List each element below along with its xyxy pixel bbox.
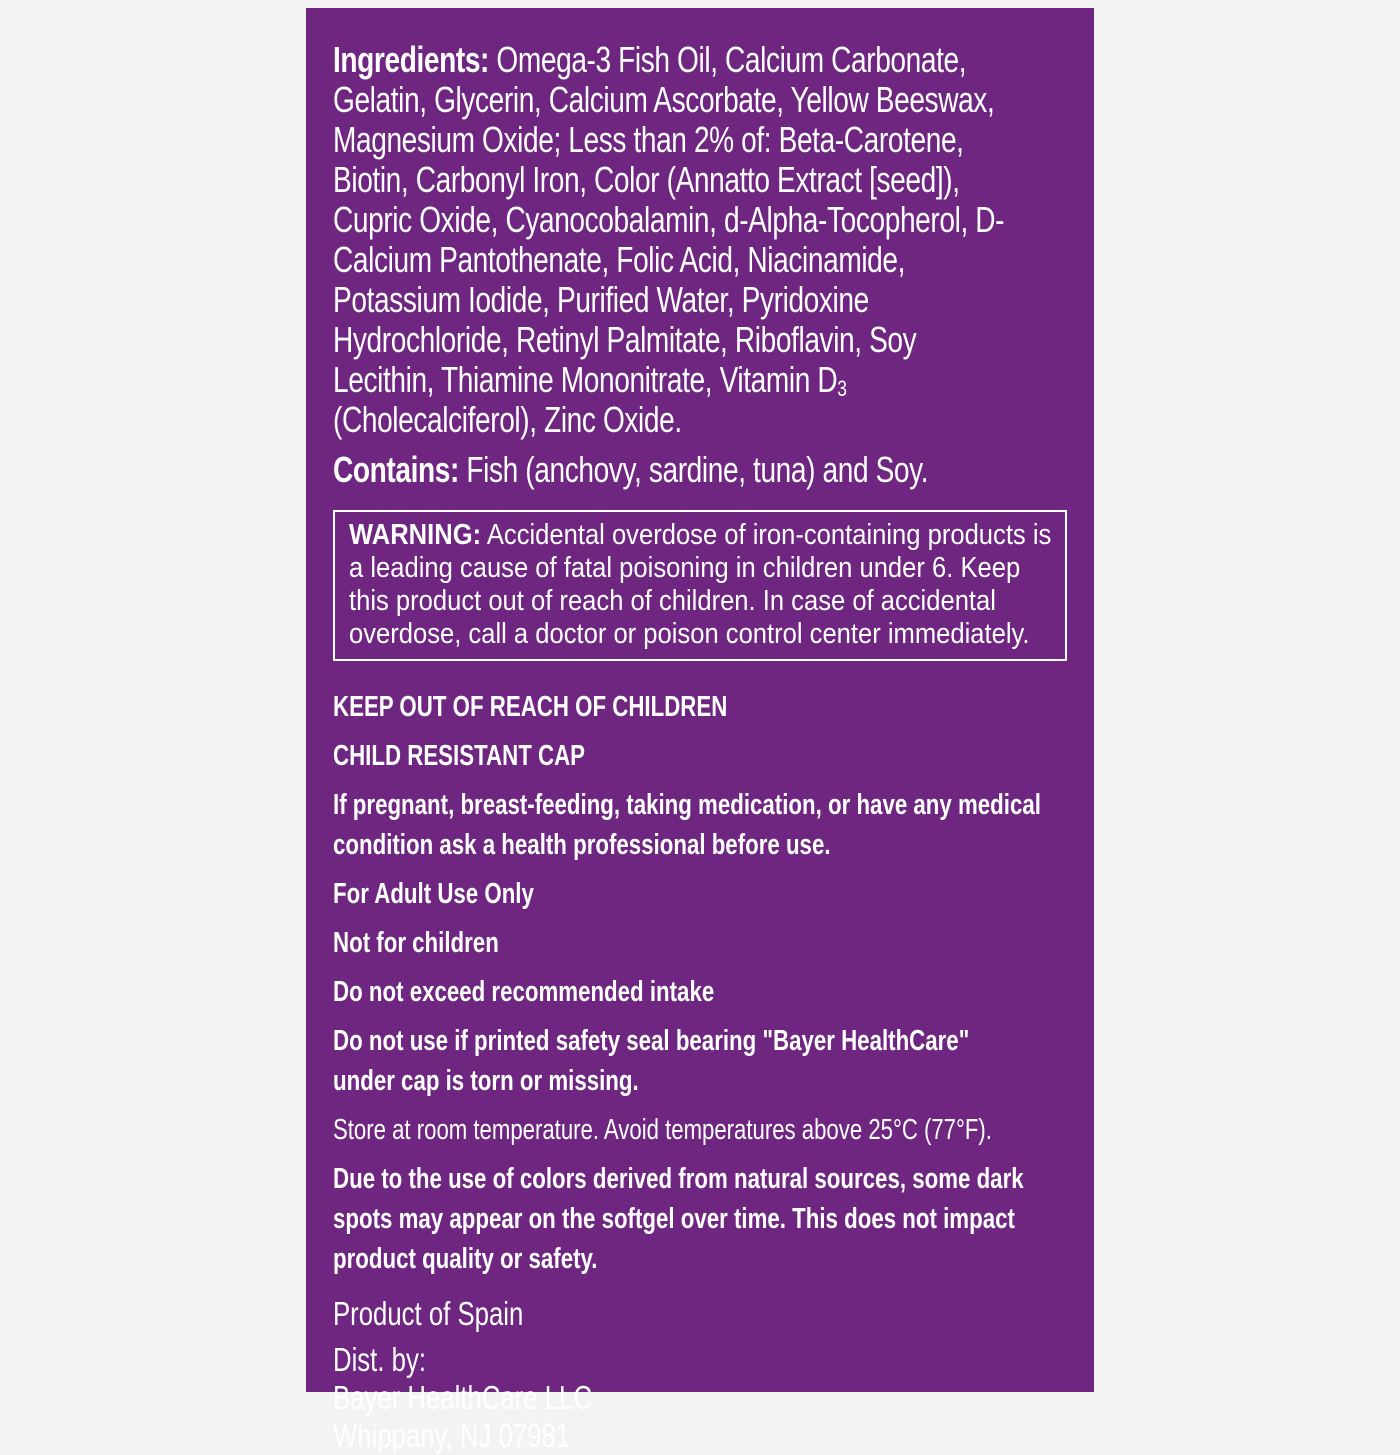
distributor-block bbox=[333, 1341, 801, 1455]
adult-use-statement: For Adult Use Only bbox=[333, 878, 534, 910]
safety-seal-statement: Do not use if printed safety seal bearing "Bayer HealthCare" under cap is torn or missing. bbox=[333, 1025, 970, 1097]
allergen-statement bbox=[333, 450, 1019, 490]
statements-list bbox=[333, 687, 1068, 1279]
child-resistant-cap-statement: CHILD RESISTANT CAP bbox=[333, 740, 586, 772]
country-of-origin: Product of Spain bbox=[333, 1295, 524, 1332]
storage-instructions: Store at room temperature. Avoid temperatures above 25°C (77°F). bbox=[333, 1114, 992, 1146]
ingredients-heading: Ingredients: bbox=[333, 39, 490, 80]
warning-paragraph bbox=[349, 519, 1055, 651]
intake-limit-statement: Do not exceed recommended intake bbox=[333, 976, 715, 1008]
warning-heading: WARNING: bbox=[349, 519, 482, 551]
keep-out-of-reach-statement: KEEP OUT OF REACH OF CHILDREN bbox=[333, 691, 728, 723]
not-for-children-statement: Not for children bbox=[333, 927, 499, 959]
ingredients-list: Omega-3 Fish Oil, Calcium Carbonate, Gelatin, Glycerin, Calcium Ascorbate, Yellow Beeswax, Magnesium Oxide; Less than 2% of: Beta-Carotene, Biotin, Carbonyl Iron, Color (Annatto Extract [seed]), Cupric Oxide, Cyanocobalamin, d-Alpha-Tocopherol, D-Calcium Pantothenate, Folic Acid, Niacinamide, Potassium Iodide, Purified Water, Pyridoxine Hydrochloride, Retinyl Palmitate, Riboflavin, Soy Lecithin, Thiamine Mononitrate, Vitamin D bbox=[333, 39, 1005, 400]
distributor-company: Bayer HealthCare LLC bbox=[333, 1379, 592, 1416]
ingredients-list-end: (Cholecalciferol), Zinc Oxide. bbox=[333, 399, 682, 440]
natural-colors-notice: Due to the use of colors derived from natural sources, some dark spots may appear on the softgel over time. This does not impact product quality or safety. bbox=[333, 1163, 1024, 1275]
vitamin-d-subscript: 3 bbox=[837, 376, 847, 402]
ingredients-paragraph bbox=[333, 40, 1019, 440]
contains-text: Fish (anchovy, sardine, tuna) and Soy. bbox=[458, 449, 929, 490]
product-label-panel bbox=[306, 8, 1094, 1454]
distributor-label: Dist. by: bbox=[333, 1341, 426, 1378]
distributor-address: Whippany, NJ 07981 bbox=[333, 1417, 571, 1454]
warning-text: Accidental overdose of iron-containing products is a leading cause of fatal poisoning in children under 6. Keep this product out of reach of children. In case of accidental overdose, call a doctor or poison control center immediately. bbox=[349, 519, 1052, 650]
contains-heading: Contains: bbox=[333, 449, 459, 490]
label-content bbox=[333, 40, 1068, 1455]
pregnancy-advisory: If pregnant, breast-feeding, taking medication, or have any medical condition ask a health professional before use. bbox=[333, 789, 1041, 861]
iron-warning-box bbox=[333, 510, 1067, 661]
